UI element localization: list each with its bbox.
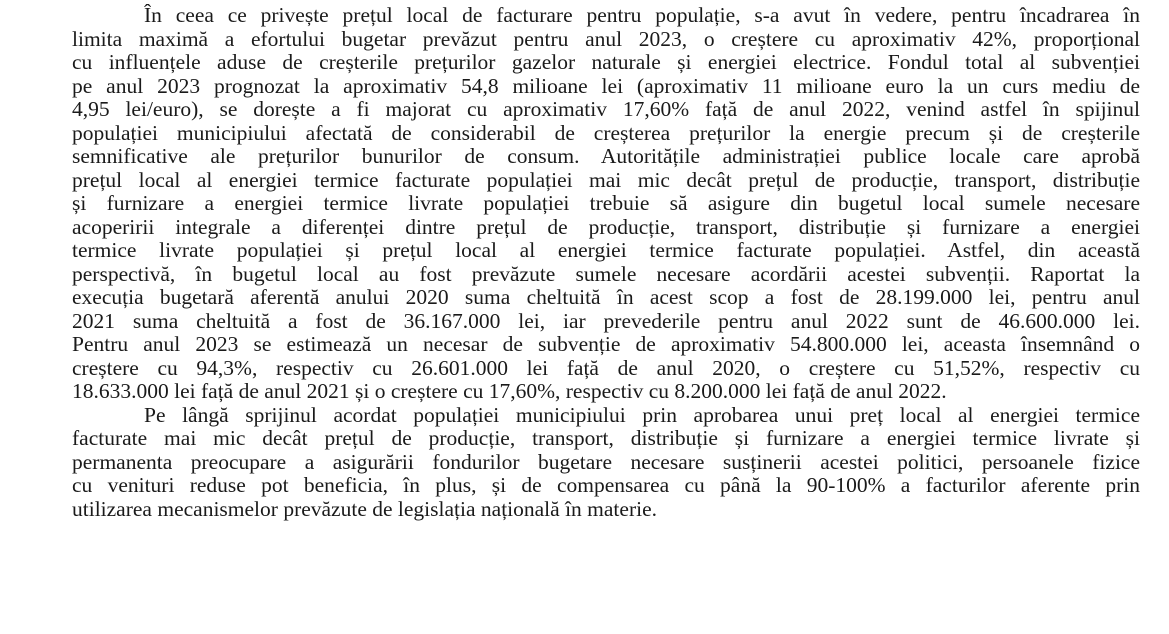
text-line: pe anul 2023 prognozat la aproximativ 54,8 milioane lei (aproximativ 11 milioane euro la un curs mediu de: [72, 74, 1140, 98]
text-line: 2021 suma cheltuită a fost de 36.167.000 lei, iar prevederile pentru anul 2022 sunt de 46.600.000 lei.: [72, 309, 1140, 333]
text-line: termice livrate populației și prețul local al energiei termice facturate populației. Astfel, din această: [72, 239, 1140, 262]
paragraph-heating-price: [72, 4, 1140, 404]
text-line: execuția bugetară aferentă anului 2020 suma cheltuită în acest scop a fost de 28.199.000 lei, pentru anul: [72, 286, 1140, 309]
text-line: și furnizare a energiei termice livrate populației trebuie să asigure din bugetul local sumele necesare: [72, 192, 1140, 215]
text-line: În ceea ce privește prețul local de facturare pentru populație, s-a avut în vedere, pentru încadrarea în: [144, 4, 1140, 27]
paragraph-support-measures: [72, 404, 1140, 522]
text-line: perspectivă, în bugetul local au fost prevăzute sumele necesare acordării acestei subvenții. Raportat la: [72, 262, 1140, 286]
text-line: 18.633.000 lei față de anul 2021 și o creștere cu 17,60%, respectiv cu 8.200.000 lei față de anul 2022.: [72, 380, 947, 403]
text-line: acoperirii integrale a diferenței dintre prețul de producție, transport, distribuție și furnizare a energiei: [72, 215, 1140, 239]
text-line: utilizarea mecanismelor prevăzute de legislația națională în materie.: [72, 497, 658, 521]
text-line: 4,95 lei/euro), se dorește a fi majorat cu aproximativ 17,60% față de anul 2022, venind astfel în spijinul: [72, 98, 1140, 121]
text-line: facturate mai mic decât prețul de producție, transport, distribuție și furnizare a energiei termice livrate și: [72, 427, 1140, 450]
text-line: semnificative ale prețurilor bunurilor de consum. Autoritățile administrației publice locale care aprobă: [72, 145, 1140, 168]
text-line: permanenta preocupare a asigurării fondurilor bugetare necesare susținerii acestei politici, persoanele fizice: [72, 450, 1140, 474]
document-page: [72, 0, 1140, 521]
text-line: Pe lângă sprijinul acordat populației municipiului prin aprobarea unui preț local al energiei termice: [144, 403, 1140, 427]
text-line: creștere cu 94,3%, respectiv cu 26.601.000 lei față de anul 2020, o creștere cu 51,52%, respectiv cu: [72, 356, 1140, 380]
text-line: prețul local al energiei termice facturate populației mai mic decât prețul de producție, transport, distribuție: [72, 168, 1140, 192]
text-line: Pentru anul 2023 se estimează un necesar de subvenție de aproximativ 54.800.000 lei, aceasta însemnând o: [72, 333, 1140, 356]
text-line: cu influențele aduse de creșterile prețurilor gazelor naturale și energiei electrice. Fondul total al subvenției: [72, 51, 1140, 74]
text-line: populației municipiului afectată de considerabil de creșterea prețurilor la energie precum și de creșterile: [72, 121, 1140, 145]
text-line: limita maximă a efortului bugetar prevăzut pentru anul 2023, o creștere cu aproximativ 42%, proporțional: [72, 27, 1140, 51]
text-line: cu venituri reduse pot beneficia, în plus, și de compensarea cu până la 90-100% a facturilor aferente prin: [72, 474, 1140, 497]
